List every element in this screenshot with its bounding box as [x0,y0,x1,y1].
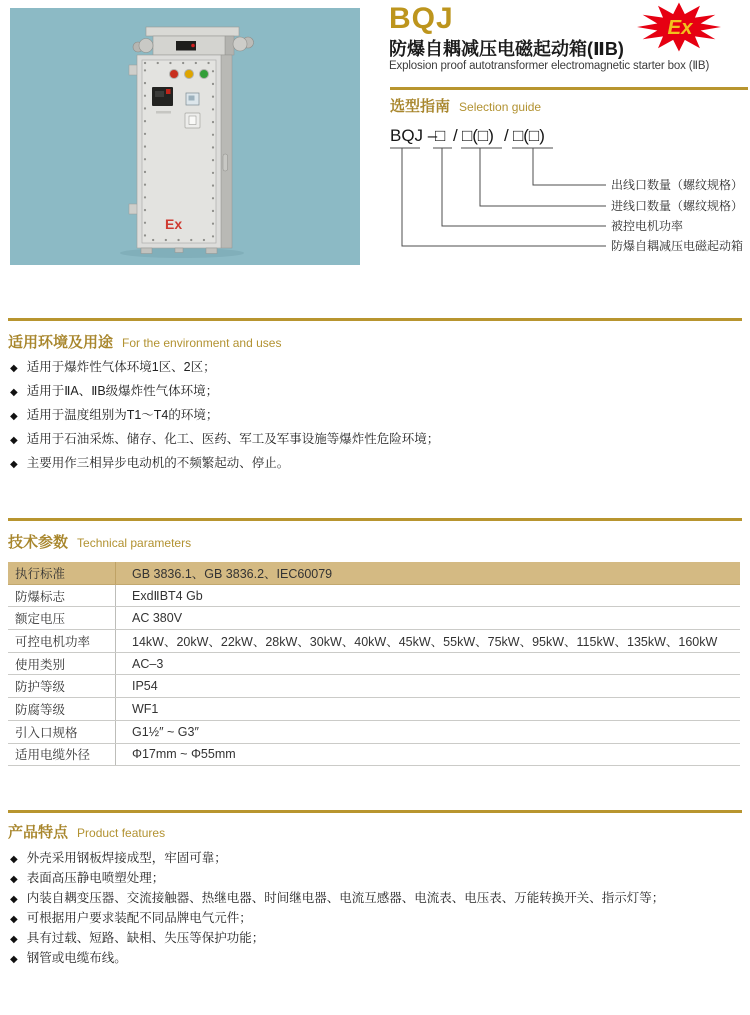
spec-row [8,630,740,653]
spec-row [8,721,740,744]
spec-label: 引入口规格 [15,725,78,740]
indicator-light-yellow [185,70,194,79]
diamond-bullet-icon: ◆ [10,894,18,905]
spec-row [8,744,740,767]
junction-box-side [225,36,234,55]
environment-item-text: 主要用作三相异步电动机的不频繁起动、停止。 [26,456,290,470]
mount-tab-top [129,65,138,75]
technical-heading-en: Technical parameters [77,536,192,550]
section-heading-technical [8,531,191,552]
spec-value: AC–3 [115,653,740,675]
spec-label: 防护等级 [15,680,66,695]
features-heading-zh: 产品特点 [8,824,69,841]
title-divider [390,87,748,90]
selection-heading-en: Selection guide [459,100,542,114]
spec-table [8,562,740,766]
product-photo [10,8,360,265]
feature-item-text: 钢管或电缆布线。 [26,951,127,965]
section-heading-selection [390,95,541,116]
diamond-bullet-icon: ◆ [10,411,18,422]
button [189,116,196,125]
spec-value: IP54 [115,675,740,697]
spec-label: 额定电压 [15,612,66,627]
features-list [10,849,742,969]
meter-display-screen [189,96,195,101]
product-model: BQJ [389,2,454,35]
features-section-divider [8,810,742,813]
cable-gland-left [139,39,153,53]
spec-value: GB 3836.1、GB 3836.2、IEC60079 [115,562,740,584]
feature-item [10,909,742,929]
environment-item-text: 适用于爆炸性气体环境1区、2区； [26,360,216,374]
diamond-bullet-icon: ◆ [10,954,18,965]
spec-label: 防爆标志 [15,589,66,604]
features-heading-en: Product features [77,826,166,840]
cabinet-foot-middle [175,248,183,253]
feature-item [10,869,742,889]
breaker-label-plate [156,111,171,114]
diamond-bullet-icon: ◆ [10,874,18,885]
feature-item-text: 表面高压静电喷塑处理； [26,871,165,885]
ex-badge-label: Ex [667,16,693,40]
environment-item [10,380,742,404]
mount-tab-bottom [129,204,138,214]
technical-heading-zh: 技术参数 [8,534,69,551]
breaker-red-mark [166,89,171,94]
selection-heading-zh: 选型指南 [390,98,451,115]
spec-value: 14kW、20kW、22kW、28kW、30kW、40kW、45kW、55kW、75kW、95kW、115kW、135kW、160kW [115,630,740,652]
diagram-connector-lines [402,148,606,246]
spec-row [8,698,740,721]
environment-item-text: 适用于石油采炼、储存、化工、医药、军工及军事设施等爆炸性危险环境； [26,432,440,446]
feature-item [10,949,742,969]
cabinet-side-panel [221,55,232,248]
spec-value: AC 380V [115,607,740,629]
diamond-bullet-icon: ◆ [10,914,18,925]
diamond-bullet-icon: ◆ [10,934,18,945]
spec-value: G1½″ ~ G3″ [115,721,740,743]
cabinet-ex-marking: Ex [165,216,183,232]
spec-row [8,562,740,585]
diamond-bullet-icon: ◆ [10,459,18,470]
feature-item [10,849,742,869]
diamond-bullet-icon: ◆ [10,387,18,398]
spec-label: 使用类别 [15,657,66,672]
diagram-label-product-name: 防爆自耦减压电磁起动箱 [611,239,744,253]
diamond-bullet-icon: ◆ [10,435,18,446]
diamond-bullet-icon: ◆ [10,854,18,865]
model-formula: BQJ – □ / □(□) / □(□) [390,126,545,145]
spec-row [8,653,740,676]
spec-row [8,607,740,630]
ex-certification-badge [636,1,724,53]
indicator-light-green [200,70,209,79]
feature-item [10,889,742,909]
diagram-label-outlets: 出线口数量（螺纹规格） [611,178,744,192]
feature-item [10,929,742,949]
product-title-en: Explosion proof autotransformer electromagnetic starter box (ⅡB) [389,60,710,72]
spec-row [8,675,740,698]
feature-item-text: 内装自耦变压器、交流接触器、热继电器、时间继电器、电流互感器、电流表、电压表、万能转换开关、指示灯等； [26,891,665,905]
diagram-label-motor-power: 被控电机功率 [611,219,684,233]
environment-item [10,404,742,428]
environment-item [10,428,742,452]
model-code-diagram [388,124,750,260]
junction-box-lid [146,27,239,36]
section-heading-environment [8,331,281,352]
product-title-zh: 防爆自耦减压电磁起动箱(ⅡB) [389,39,624,59]
technical-section-divider [8,518,742,521]
feature-item-text: 具有过载、短路、缺相、失压等保护功能； [26,931,265,945]
door-handle [223,154,228,171]
diagram-label-inlets: 进线口数量（螺纹规格） [611,199,744,213]
environment-section-divider [8,318,742,321]
cabinet-foot-right [206,248,217,254]
environment-heading-zh: 适用环境及用途 [8,334,114,351]
cable-gland-right [233,37,247,51]
breaker-toggle [155,91,164,97]
environment-heading-en: For the environment and uses [122,336,282,350]
diamond-bullet-icon: ◆ [10,363,18,374]
feature-item-text: 外壳采用钢板焊接成型，牢固可靠； [26,851,227,865]
junction-switch-red-dot [191,44,195,48]
environment-item [10,452,742,476]
spec-label: 可控电机功率 [15,634,91,649]
spec-value: ExdⅡBT4 Gb [115,585,740,607]
environment-item [10,356,742,380]
environment-item-text: 适用于ⅡA、ⅡB级爆炸性气体环境； [26,384,219,398]
spec-row [8,585,740,608]
feature-item-text: 可根据用户要求装配不同品牌电气元件； [26,911,252,925]
environment-item-text: 适用于温度组别为T1～T4的环境； [26,408,219,422]
spec-value: Φ17mm ~ Φ55mm [115,744,740,766]
spec-value: WF1 [115,698,740,720]
cabinet-foot-left [141,248,152,254]
spec-label: 防腐等级 [15,702,66,717]
indicator-light-red [170,70,179,79]
spec-label: 适用电缆外径 [15,748,91,763]
section-heading-features [8,821,165,842]
product-photo-illustration [10,8,360,265]
spec-label: 执行标准 [15,566,66,581]
environment-list [10,356,742,476]
